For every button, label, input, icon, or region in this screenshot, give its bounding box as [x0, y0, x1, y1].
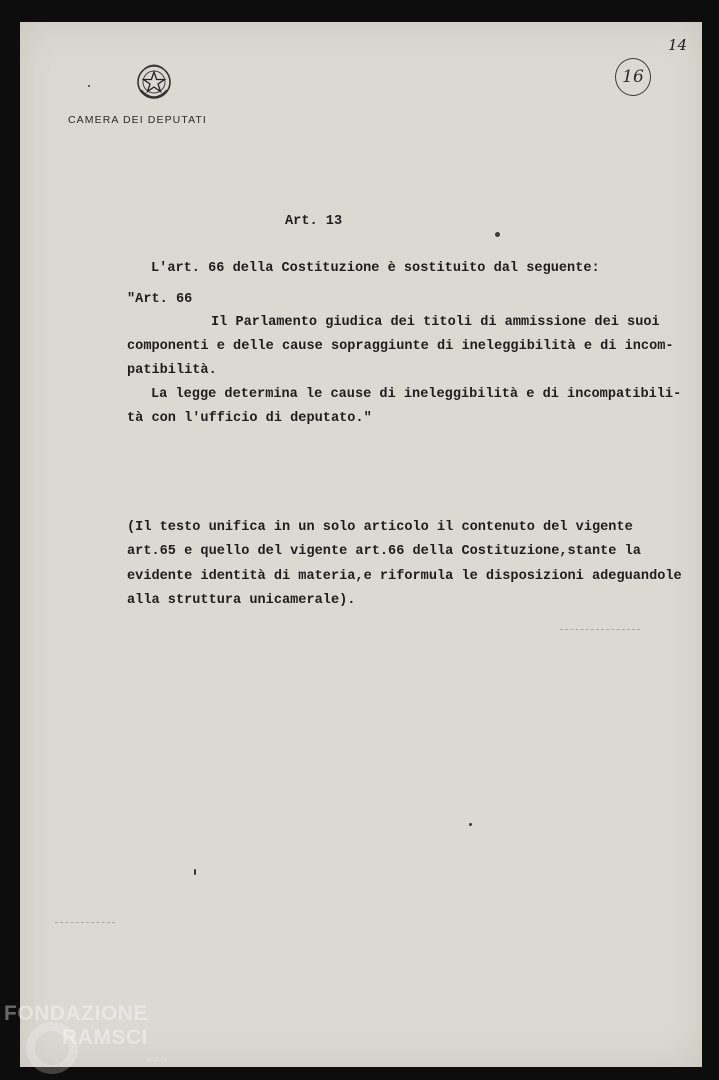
- paragraph1-line: Il Parlamento giudica dei titoli di ammissione dei suoi: [211, 315, 660, 330]
- emblem-icon: [135, 60, 173, 104]
- ink-speck: [88, 85, 90, 87]
- document-page: [20, 22, 702, 1067]
- circled-page-number: 16: [615, 58, 651, 96]
- ink-speck: [495, 232, 500, 237]
- paragraph1-line: componenti e delle cause sopraggiunte di ineleggibilità e di incom-: [127, 339, 674, 354]
- note-line: (Il testo unifica in un solo articolo il contenuto del vigente: [127, 520, 633, 535]
- ink-speck: [194, 869, 196, 875]
- article-heading: Art. 13: [285, 214, 343, 229]
- paragraph1-line: patibilità.: [127, 363, 217, 378]
- note-line: art.65 e quello del vigente art.66 della Costituzione,stante la: [127, 544, 641, 559]
- intro-line: L'art. 66 della Costituzione è sostituito dal seguente:: [151, 261, 600, 276]
- chamber-name: CAMERA DEI DEPUTATI: [68, 114, 207, 126]
- note-line: evidente identità di materia,e riformula le disposizioni adeguandole: [127, 569, 682, 584]
- paragraph2-line: tà con l'ufficio di deputato.": [127, 411, 372, 426]
- paper-smudge: [560, 629, 640, 630]
- watermark-suffix: onlus: [146, 1055, 168, 1064]
- watermark-line1: FONDAZIONE: [4, 1002, 148, 1025]
- page-number: 14: [668, 36, 688, 54]
- paper-smudge: [55, 922, 115, 923]
- note-line: alla struttura unicamerale).: [127, 593, 356, 608]
- watermark-line2: RAMSCI: [62, 1026, 148, 1049]
- paragraph2-line: La legge determina le cause di ineleggibilità e di incompatibili-: [151, 387, 682, 402]
- quoted-article-heading: "Art. 66: [127, 292, 193, 307]
- ink-speck: [469, 823, 472, 826]
